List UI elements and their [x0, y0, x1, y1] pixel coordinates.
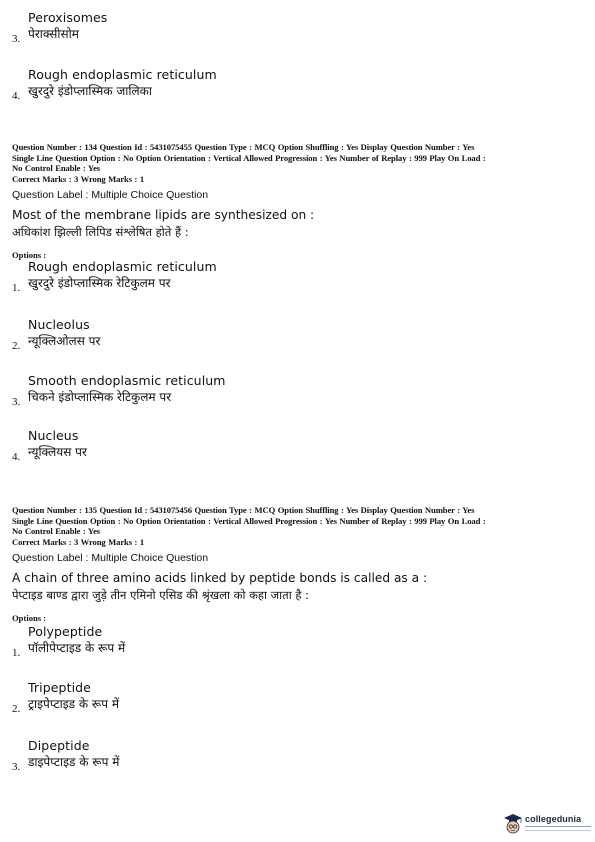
question-135-label: Question Label : Multiple Choice Question — [12, 552, 209, 564]
question-134-text-en: Most of the membrane lipids are synthesized on : — [12, 208, 315, 222]
question-134-text-hi: अधिकांश झिल्ली लिपिड संश्लेषित होते हैं : — [12, 225, 189, 239]
question-135-text-en: A chain of three amino acids linked by peptide bonds is called as a : — [12, 571, 428, 585]
option-text-en: Nucleolus — [28, 317, 90, 332]
question-135-options-label: Options : — [12, 613, 47, 623]
option-text-hi: ट्राइपेप्टाइड के रूप में — [28, 697, 120, 711]
logo-tagline-strip — [525, 826, 591, 831]
question-134-meta — [12, 142, 587, 184]
q135-option-3[interactable] — [12, 738, 572, 773]
q134-option-3[interactable] — [12, 373, 572, 408]
option-text-hi: पॉलीपेप्टाइड के रूप में — [28, 641, 126, 655]
collegedunia-logo — [503, 812, 591, 836]
question-135-text-hi: पेप्टाइड बाण्ड द्वारा जुड़े तीन एमिनो एसिड की श्रृंखला को कहा जाता है : — [12, 588, 309, 602]
option-text-hi: खुरदुरे इंडोप्लास्मिक जालिका — [28, 84, 152, 98]
marks-line: Correct Marks : 3 Wrong Marks : 1 — [12, 536, 145, 547]
option-number: 2. — [12, 340, 21, 352]
option-text-en: Polypeptide — [28, 624, 103, 639]
q134-option-1[interactable] — [12, 259, 572, 294]
option-text-en: Dipeptide — [28, 738, 90, 753]
question-134-label: Question Label : Multiple Choice Question — [12, 189, 209, 201]
option-number: 1. — [12, 282, 21, 294]
option-text-en: Tripeptide — [28, 680, 91, 695]
option-number: 4. — [12, 90, 21, 102]
option-text-en: Nucleus — [28, 428, 79, 443]
question-135-meta — [12, 505, 587, 547]
q134-option-2[interactable] — [12, 317, 572, 352]
option-number: 3. — [12, 761, 21, 773]
option-text-hi: खुरदुरे इंडोप्लास्मिक रेटिकुलम पर — [28, 276, 171, 290]
q134-option-4[interactable] — [12, 428, 572, 463]
option-text-hi: डाइपेप्टाइड के रूप में — [28, 755, 120, 769]
question-134-options-label: Options : — [12, 250, 47, 260]
graduate-mascot-icon — [503, 813, 523, 835]
option-number: 3. — [12, 33, 21, 45]
option-number: 4. — [12, 451, 21, 463]
option-number: 2. — [12, 703, 21, 715]
option-text-hi: पेराक्सीसोम — [28, 27, 79, 41]
meta-line: Single Line Question Option : No Option Orientation : Vertical Allowed Progression : Yes Number of Replay : 999 Play On Load : — [12, 152, 486, 163]
marks-line: Correct Marks : 3 Wrong Marks : 1 — [12, 173, 145, 184]
prev-option-3 — [12, 10, 572, 45]
option-number: 1. — [12, 647, 21, 659]
meta-line: Question Number : 134 Question Id : 5431075455 Question Type : MCQ Option Shuffling : Yes Display Question Number : Yes — [12, 142, 475, 152]
meta-line: No Control Enable : Yes — [12, 526, 101, 536]
meta-line: Single Line Question Option : No Option Orientation : Vertical Allowed Progression : Yes Number of Replay : 999 Play On Load : — [12, 515, 486, 526]
option-number: 3. — [12, 396, 21, 408]
logo-wordmark: collegedunia — [525, 814, 582, 824]
q135-option-1[interactable] — [12, 624, 572, 659]
option-text-en: Rough endoplasmic reticulum — [28, 259, 217, 274]
option-text-en: Peroxisomes — [28, 10, 108, 25]
option-text-en: Smooth endoplasmic reticulum — [28, 373, 226, 388]
option-text-hi: न्यूक्लिओलस पर — [28, 334, 101, 348]
option-text-en: Rough endoplasmic reticulum — [28, 67, 217, 82]
q135-option-2[interactable] — [12, 680, 572, 715]
prev-option-4 — [12, 67, 572, 102]
meta-line: No Control Enable : Yes — [12, 163, 101, 173]
option-text-hi: चिकने इंडोप्लास्मिक रेटिकुलम पर — [28, 390, 172, 404]
option-text-hi: न्यूक्लियस पर — [28, 445, 87, 459]
meta-line: Question Number : 135 Question Id : 5431075456 Question Type : MCQ Option Shuffling : Yes Display Question Number : Yes — [12, 505, 475, 515]
